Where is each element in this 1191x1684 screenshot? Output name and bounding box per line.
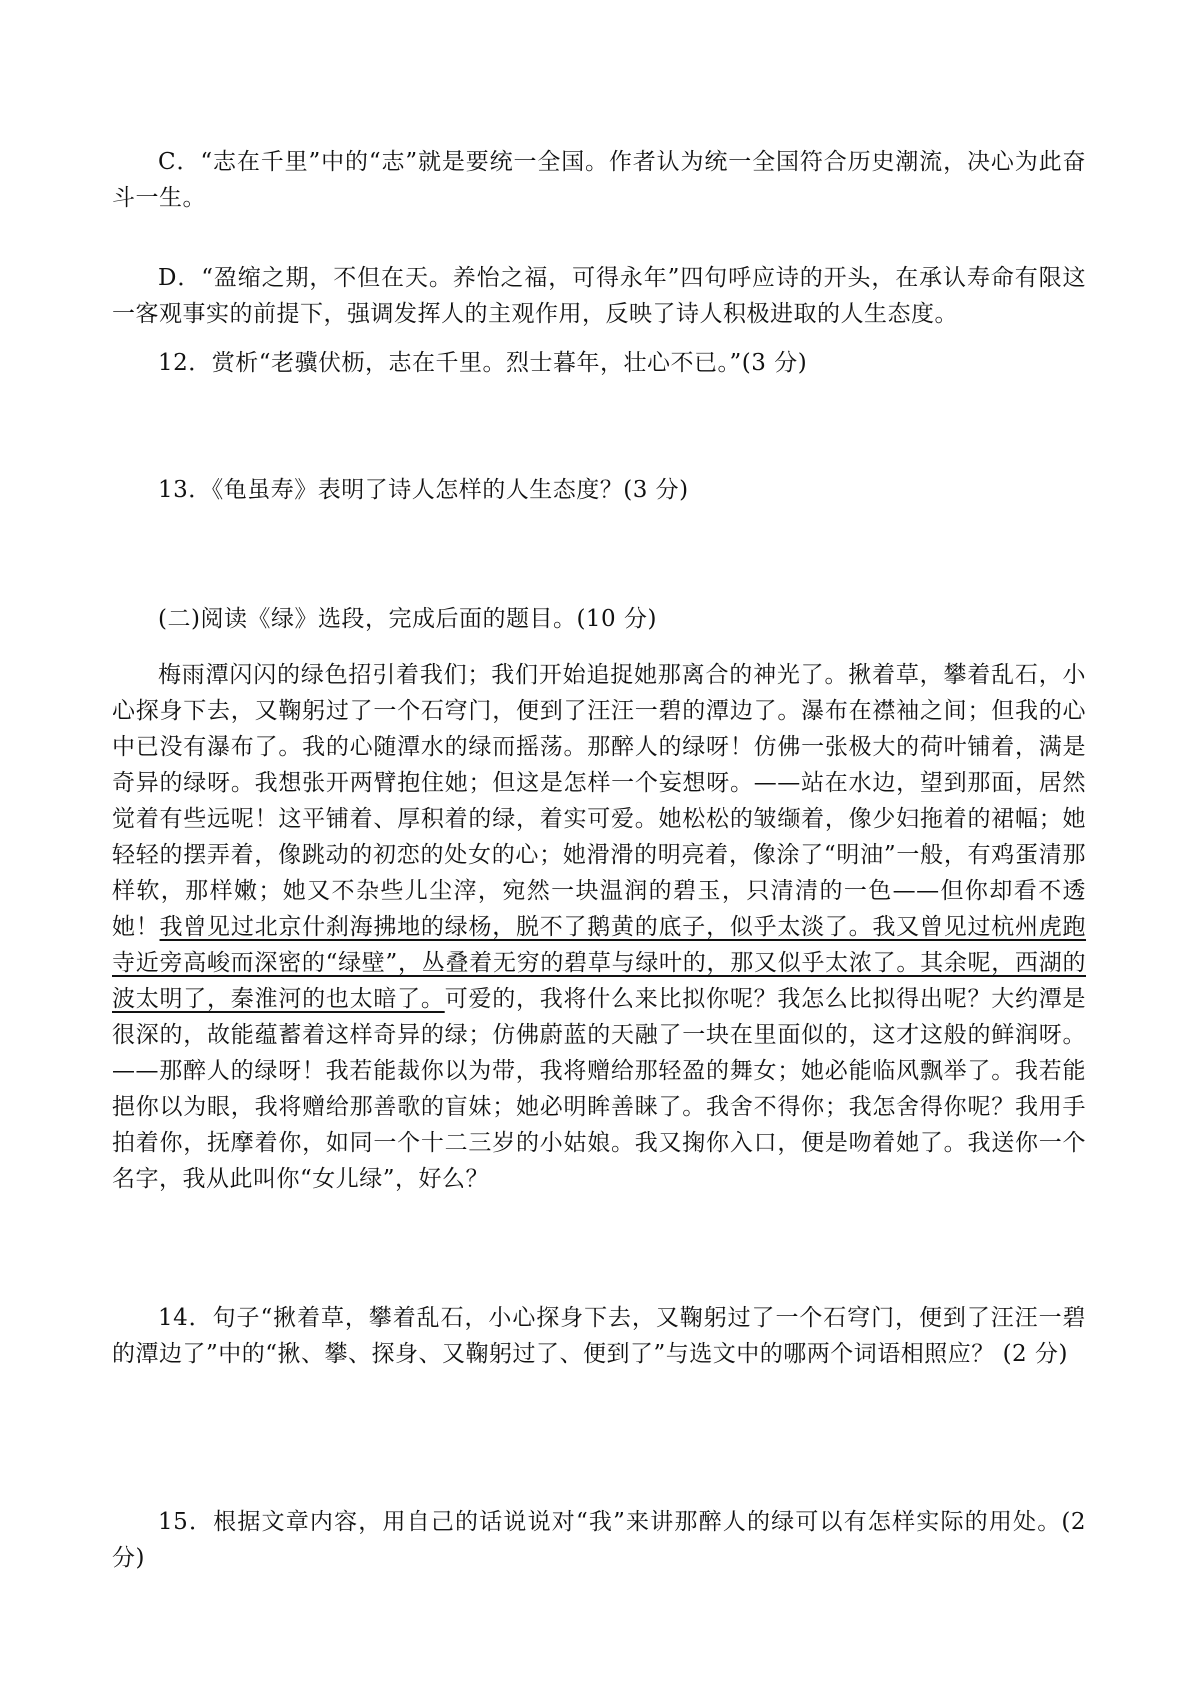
section-2-heading: (二)阅读《绿》选段，完成后面的题目。(10 分) (158, 606, 657, 632)
option-d: D．“盈缩之期，不但在天。养怡之福，可得永年”四句呼应诗的开头，在承认寿命有限这一客观事实的前提下，强调发挥人的主观作用，反映了诗人积极进取的人生态度。 (112, 265, 1086, 327)
question-12: 12．赏析“老骥伏枥，志在千里。烈士暮年，壮心不已。”(3 分) (158, 350, 808, 376)
question-14: 14．句子“揪着草，攀着乱石，小心探身下去，又鞠躬过了一个石穹门，便到了汪汪一碧的潭边了”中的“揪、攀、探身、又鞠躬过了、便到了”与选文中的哪两个词语相照应？ (2 分) (112, 1305, 1086, 1367)
exam-page (112, 0, 1086, 1684)
passage-underlined-text: 我曾见过北京什刹海拂地的绿杨，脱不了鹅黄的底子，似乎太淡了。我又曾见过杭州虎跑寺近旁高峻而深密的“绿壁”，丛叠着无穷的碧草与绿叶的，那又似乎太浓了。其余呢，西湖的波太明了，秦淮河的也太暗了。 (112, 914, 1087, 1012)
passage-text-after: 可爱的，我将什么来比拟你呢？我怎么比拟得出呢？大约潭是很深的，故能蕴蓄着这样奇异的绿；仿佛蔚蓝的天融了一块在里面似的，这才这般的鲜润呀。——那醉人的绿呀！我若能裁你以为带，我将赠给那轻盈的舞女；她必能临风飘举了。我若能挹你以为眼，我将赠给那善歌的盲妹；她必明眸善睐了。我舍不得你；我怎舍得你呢？我用手拍着你，抚摩着你，如同一个十二三岁的小姑娘。我又掬你入口，便是吻着她了。我送你一个名字，我从此叫你“女儿绿”，好么？ (112, 986, 1087, 1192)
question-13: 13．《龟虽寿》表明了诗人怎样的人生态度？(3 分) (158, 477, 689, 503)
question-15: 15．根据文章内容，用自己的话说说对“我”来讲那醉人的绿可以有怎样实际的用处。(2 分) (112, 1509, 1086, 1571)
option-c: C．“志在千里”中的“志”就是要统一全国。作者认为统一全国符合历史潮流，决心为此奋斗一生。 (112, 149, 1086, 211)
reading-passage (112, 657, 1086, 1197)
passage-text-before: 梅雨潭闪闪的绿色招引着我们；我们开始追捉她那离合的神光了。揪着草，攀着乱石，小心探身下去，又鞠躬过了一个石穹门，便到了汪汪一碧的潭边了。瀑布在襟袖之间；但我的心中已没有瀑布了。我的心随潭水的绿而摇荡。那醉人的绿呀！仿佛一张极大的荷叶铺着，满是奇异的绿呀。我想张开两臂抱住她；但这是怎样一个妄想呀。——站在水边，望到那面，居然觉着有些远呢！这平铺着、厚积着的绿，着实可爱。她松松的皱缬着，像少妇拖着的裙幅；她轻轻的摆弄着，像跳动的初恋的处女的心；她滑滑的明亮着，像涂了“明油”一般，有鸡蛋清那样软，那样嫩；她又不杂些儿尘滓，宛然一块温润的碧玉，只清清的一色——但你却看不透她！ (112, 662, 1086, 940)
